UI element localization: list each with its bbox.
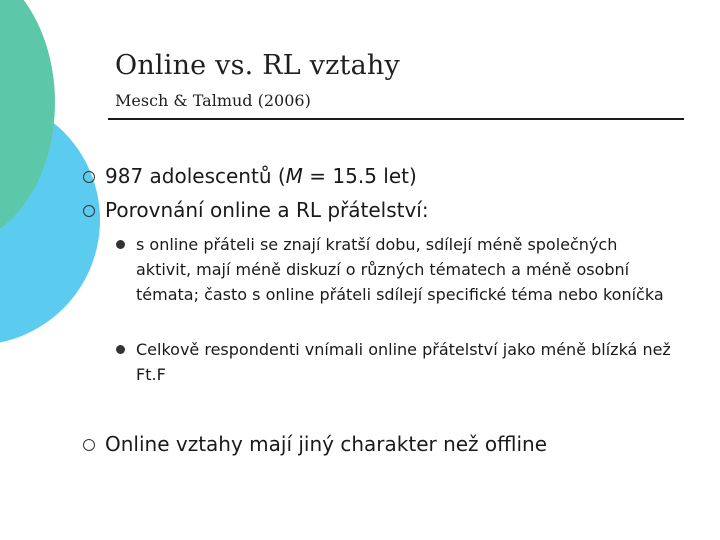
bullet-conclusion xyxy=(83,430,547,458)
bullet-text: Porovnání online a RL přátelství: xyxy=(105,198,429,222)
hollow-circle-bullet-icon xyxy=(83,439,95,451)
slide-subtitle: Mesch & Talmud (2006) xyxy=(115,91,311,110)
slide-title: Online vs. RL vztahy xyxy=(115,50,400,81)
bullet-text: Online vztahy mají jiný charakter než offline xyxy=(105,432,548,456)
filled-circle-bullet-icon xyxy=(116,240,125,249)
bullet-comparison xyxy=(83,196,429,224)
hollow-circle-bullet-icon xyxy=(83,171,95,183)
bullet-text: 987 adolescentů (M = 15.5 let) xyxy=(105,164,417,188)
sub-bullet-overall-perception xyxy=(116,337,676,387)
filled-circle-bullet-icon xyxy=(116,345,125,354)
bullet-participants xyxy=(83,162,417,190)
sub-bullet-online-friends xyxy=(116,232,676,307)
sub-bullet-text: s online přáteli se znají kratší dobu, sdílejí méně společných aktivit, mají méně diskuzí o různých tématech a méně osobní témata; často s online přáteli sdílejí specifické téma nebo koníčka xyxy=(136,235,664,304)
hollow-circle-bullet-icon xyxy=(83,205,95,217)
title-divider xyxy=(108,118,684,120)
sub-bullet-text: Celkově respondenti vnímali online přátelství jako méně blízká než Ft.F xyxy=(136,340,671,384)
